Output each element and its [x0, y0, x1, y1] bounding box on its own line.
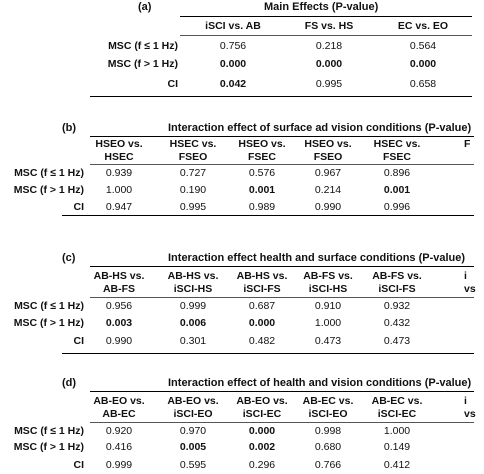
col-header: iSCI-HS	[173, 283, 213, 295]
table-d-rule-top	[90, 391, 474, 392]
table-b-rule-mid	[90, 164, 474, 165]
value-cell: 0.473	[383, 335, 411, 347]
value-cell: 0.956	[105, 300, 133, 312]
table-b-rule-top	[90, 136, 474, 137]
value-cell: 0.000	[248, 425, 276, 437]
value-cell: 0.920	[105, 425, 133, 437]
col-header: iSCI-FS	[378, 283, 416, 295]
row-label: MSC (f > 1 Hz)	[13, 184, 84, 196]
value-cell: 0.995	[315, 78, 343, 90]
table-d-rule-mid	[90, 422, 474, 423]
value-cell: 0.947	[105, 201, 133, 213]
col-header: HSEO vs.	[238, 138, 286, 150]
table-c	[0, 240, 474, 360]
value-cell: 0.190	[179, 184, 207, 196]
value-cell: 0.766	[314, 459, 342, 471]
col-header: AB-EO vs.	[167, 395, 219, 407]
col-header: AB-FS	[102, 283, 136, 295]
value-cell: 0.000	[248, 317, 276, 329]
table-c-rule-top	[90, 266, 474, 267]
table-b-label: (b)	[62, 122, 77, 134]
value-cell: 0.042	[219, 78, 247, 90]
value-cell: 0.301	[179, 335, 207, 347]
value-cell: 0.000	[219, 58, 247, 70]
col-header: iSCI-EC	[242, 408, 282, 420]
table-c-title: Interaction effect health and surface conditions (P-value)	[168, 252, 466, 264]
value-cell: 0.432	[383, 317, 411, 329]
col-header: iSCI-HS	[308, 283, 348, 295]
col-header: AB-HS vs.	[93, 270, 145, 282]
table-c-label: (c)	[62, 252, 76, 264]
col-header: iSCI-EO	[173, 408, 213, 420]
col-header: AB-EC vs.	[302, 395, 354, 407]
col-header: FSEC	[382, 151, 411, 163]
col-header: vs	[464, 408, 476, 420]
row-label: MSC (f > 1 Hz)	[107, 58, 178, 70]
table-a-col-header: iSCI vs. AB	[205, 20, 261, 32]
value-cell: 0.000	[409, 58, 437, 70]
value-cell: 0.000	[315, 58, 343, 70]
col-header: AB-EO vs.	[236, 395, 288, 407]
col-header: vs	[464, 283, 476, 295]
value-cell: 0.967	[314, 167, 342, 179]
col-header: FSEO	[313, 151, 343, 163]
table-b-title: Interaction effect of surface ad vision conditions (P-value)	[168, 122, 472, 134]
value-cell: 0.687	[248, 300, 276, 312]
table-b	[0, 112, 474, 220]
value-cell: 1.000	[314, 317, 342, 329]
value-cell: 0.990	[314, 201, 342, 213]
table-d-title: Interaction effect of health and vision conditions (P-value)	[168, 377, 472, 389]
col-header: i	[464, 270, 467, 282]
value-cell: 0.002	[248, 441, 276, 453]
col-header: AB-FS vs.	[372, 270, 422, 282]
table-a-rule-top	[180, 16, 472, 17]
value-cell: 0.999	[179, 300, 207, 312]
value-cell: 0.006	[179, 317, 207, 329]
row-label: MSC (f ≤ 1 Hz)	[14, 167, 84, 179]
col-header: FSEO	[178, 151, 208, 163]
value-cell: 0.482	[248, 335, 276, 347]
table-a-title: Main Effects (P-value)	[264, 1, 379, 13]
table-b-rule-bottom	[62, 215, 474, 216]
table-d-label: (d)	[62, 377, 77, 389]
table-c-rule-bottom	[62, 353, 474, 354]
value-cell: 0.996	[383, 201, 411, 213]
row-label: MSC (f ≤ 1 Hz)	[14, 425, 84, 437]
table-d	[0, 368, 474, 474]
value-cell: 1.000	[383, 425, 411, 437]
value-cell: 0.939	[105, 167, 133, 179]
col-header: HSEC vs.	[169, 138, 217, 150]
value-cell: 0.001	[248, 184, 276, 196]
table-a	[0, 0, 474, 112]
col-header: iSCI-FS	[243, 283, 281, 295]
value-cell: 0.970	[179, 425, 207, 437]
row-label: CI	[167, 78, 178, 90]
col-header: AB-EC	[102, 408, 136, 420]
col-header: FSEC	[247, 151, 276, 163]
col-header: AB-EO vs.	[93, 395, 145, 407]
col-header: HSEC vs.	[373, 138, 421, 150]
col-header: HSEO vs.	[95, 138, 143, 150]
row-label: MSC (f ≤ 1 Hz)	[108, 40, 178, 52]
table-a-label: (a)	[138, 1, 152, 13]
col-header: AB-HS vs.	[236, 270, 288, 282]
value-cell: 0.595	[179, 459, 207, 471]
col-header: iSCI-EO	[308, 408, 348, 420]
row-label: MSC (f ≤ 1 Hz)	[14, 300, 84, 312]
value-cell: 0.896	[383, 167, 411, 179]
value-cell: 0.214	[314, 184, 342, 196]
value-cell: 0.005	[179, 441, 207, 453]
col-header: HSEC	[104, 151, 134, 163]
col-header: AB-FS vs.	[303, 270, 353, 282]
table-c-rule-mid	[90, 297, 474, 298]
row-label: MSC (f > 1 Hz)	[13, 317, 84, 329]
value-cell: 0.473	[314, 335, 342, 347]
row-label: MSC (f > 1 Hz)	[13, 441, 84, 453]
row-label: CI	[73, 459, 84, 471]
table-a-rule-mid	[180, 35, 472, 36]
value-cell: 0.995	[179, 201, 207, 213]
col-header: F	[464, 138, 471, 150]
value-cell: 0.003	[105, 317, 133, 329]
value-cell: 0.001	[383, 184, 411, 196]
value-cell: 0.564	[409, 40, 437, 52]
col-header: AB-HS vs.	[167, 270, 219, 282]
value-cell: 0.416	[105, 441, 133, 453]
col-header: iSCI-EC	[377, 408, 417, 420]
row-label: CI	[73, 201, 84, 213]
value-cell: 0.218	[315, 40, 343, 52]
col-header: i	[464, 395, 467, 407]
value-cell: 0.727	[179, 167, 207, 179]
value-cell: 0.910	[314, 300, 342, 312]
col-header: HSEO vs.	[304, 138, 352, 150]
value-cell: 0.990	[105, 335, 133, 347]
table-a-col-header: FS vs. HS	[304, 20, 354, 32]
value-cell: 0.412	[383, 459, 411, 471]
value-cell: 0.680	[314, 441, 342, 453]
table-a-col-header: EC vs. EO	[397, 20, 449, 32]
col-header: AB-EC vs.	[371, 395, 423, 407]
value-cell: 0.576	[248, 167, 276, 179]
value-cell: 1.000	[105, 184, 133, 196]
row-label: CI	[73, 335, 84, 347]
value-cell: 0.296	[248, 459, 276, 471]
value-cell: 0.658	[409, 78, 437, 90]
value-cell: 0.998	[314, 425, 342, 437]
value-cell: 0.999	[105, 459, 133, 471]
value-cell: 0.149	[383, 441, 411, 453]
table-a-rule-bottom	[90, 96, 472, 97]
value-cell: 0.932	[383, 300, 411, 312]
value-cell: 0.756	[219, 40, 247, 52]
value-cell: 0.989	[248, 201, 276, 213]
